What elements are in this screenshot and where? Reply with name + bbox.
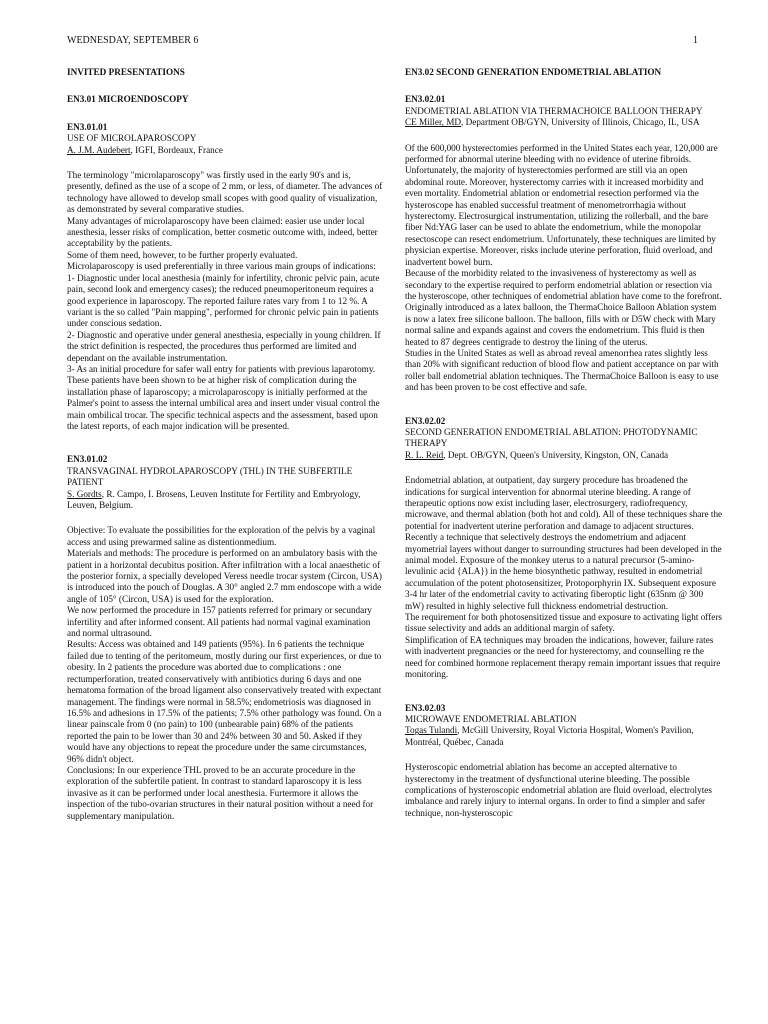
abstract-paragraph: Results: Access was obtained and 149 patients (95%). In 6 patients the technique failed due to tenting of the peritomeum, mostly during our first experiences, or due to obesity. In 2 patients the procedure was aborted due to complications : one rectumperforation, treated conservatively with antibiotics during 6 days and one hematoma formation of the broad ligament also conservatively treated with expectant management. The findings were normal in 58.5%; endometriosis was diagnosed in 16.5% and adhesions in 17.5% of the patients; 7.5% other pathology was found. On a linear painscale from 0 (no pain) to 100 (unbearable pain) 68% of the patients reported the pain to be lower than 30 and 24% between 30 and 50. Asked if they would have any objections to repeat the procedure under the same circumstances, 96% didn't object. [67,639,382,764]
abstract-code: EN3.02.02 [405,415,446,426]
abstract-code: EN3.02.01 [405,94,446,105]
abstract-title: ENDOMETRIAL ABLATION VIA THERMACHOICE BALLOON THERAPY [405,105,703,116]
presenting-author: S. Gordts [67,488,102,499]
header-date: WEDNESDAY, SEPTEMBER 6 [67,35,199,46]
abstract-paragraph: Materials and methods: The procedure is performed on an ambulatory basis with the patient in a horizontal decubitus position. After infiltration with a local anaesthetic of the posterior fornix, a specially developed Veress needle trocar system (Circon, USA) is introduced into the pouch of Douglas. A 30° angled 2.7 mm endoscope with a wide angle of 105° (Circon, USA) is used for the exploration. [67,548,382,604]
abstract-en3-02-01 [405,94,723,393]
abstract-title: USE OF MICROLAPAROSCOPY [67,133,197,144]
abstract-paragraph: 2- Diagnostic and operative under general anesthesia, especially in young children. If the strict definition is respected, the procedures thus performed are limited and dependant on the available instrumentation. [67,329,381,363]
abstract-paragraph: Of the 600,000 hysterectomies performed in the United States each year, 120,000 are performed for abnormal uterine bleeding with no evidence of uterine fibroids. Unfortunately, the majority of hysterectomies performed are still via an open abdominal route. Moreover, hysterectomy carries with it increased morbidity and even mortality. Endometrial ablation or endometrial resection performed via the hysteroscope has enabled successful treatment of menometrorrhagia without hysterectomy. Electrosurgical instrumentation, utilizing the rollerball, and the bare fiber Nd:YAG laser can be used to ablate the endometrium, while the monopolar resectoscope can resect endometrium. Unfortunately, these techniques are limited by physician expertise. Moreover, risks include uterine perforation, fluid overload, and inadvertent bowel burn. [405,142,718,267]
presenting-author: CE Miller, MD [405,117,462,128]
abstract-body [405,762,723,819]
abstract-paragraph: Studies in the United States as well as abroad reveal amenorrhea rates slightly less than 20% with significant reduction of blood flow and patient acceptance on par with roller ball endometrial ablation techniques. The ThermaChoice Balloon is easy to use and has been proven to be cost effective and safe. [405,347,719,393]
abstract-title: MICROWAVE ENDOMETRIAL ABLATION [405,713,577,724]
abstract-authors [67,145,385,156]
abstract-paragraph: 1- Diagnostic under local anesthesia (mainly for infertility, chronic pelvic pain, acute pain, second look and emergency cases); the reduced pneumoperitoneum requires a good experience in laparoscopy. The reported failure rates vary from 1 to 12 %. A variant is the so called "Pain mapping", performed for chronic pelvic pain in patients under conscious sedation. [67,272,380,329]
abstract-authors [67,489,385,512]
abstract-paragraph: Endometrial ablation, at outpatient, day surgery procedure has broadened the indications for surgical intervention for abnormal uterine bleeding. A range of therapeutic options now exist including laser, electrosurgery, radiofrequency, microwave, and thermal ablation (both hot and cold). All of these techniques share the potential for inadvertent uterine perforation and damage to adjacent structures. Recently a technique that selectively destroys the endometrium and adjacent myometrial layers without danger to surrounding structures had been developed in the animal model. Exposure of the monkey uterus to a natural precursor (5-amino-levulinic acid {ALA}) in the heme biosynthetic pathway, resulted in endometrial accumulation of the potent photosensitizer, Protoporphyrin IX. Subsequent exposure 3-4 hr later of the endometrial cavity to activating fiberoptic light (635nm @ 300 mW) resulted in highly selective full thickness endometrial destruction. [405,475,723,611]
abstract-authors [405,450,723,461]
abstract-paragraph: Many advantages of microlaparoscopy have been claimed: easier use under local anesthesia, lesser risks of complication, better cosmetic outcome with, indeed, better acceptability by the patients. [67,215,378,249]
abstract-body [405,475,723,680]
abstract-paragraph: Simplification of EA techniques may broaden the indications, however, failure rates with inadvertent pregnancies or the need for hysterectomy, and counselling re the need for combined hormone replacement therapy remain important issues that require monitoring. [405,634,721,680]
abstract-body [67,525,385,822]
abstract-paragraph: We now performed the procedure in 157 patients referred for primary or secundary infertility and after informed consent. All patients had normal vaginal examination and normal ultrasound. [67,605,372,639]
page-number: 1 [693,35,698,46]
right-column [405,67,723,841]
author-affiliation: , Department OB/GYN, University of Illinois, Chicago, IL, USA [461,117,700,128]
abstract-paragraph: Microlaparoscopy is used preferentially in three various main groups of indications: [67,261,376,272]
abstract-code: EN3.01.02 [67,454,108,465]
abstract-en3-02-03 [405,703,723,820]
presenting-author: R. L. Reid [405,449,444,460]
abstract-en3-01-01 [67,122,385,433]
abstract-paragraph: Objective: To evaluate the possibilities for the exploration of the pelvis by a vaginal access and using prewarmed saline as distentionmedium. [67,525,376,547]
presenting-author: Togas Tulandi [405,725,458,736]
author-affiliation: , R. Campo, I. Brosens, Leuven Institute for Fertility and Embryology, Leuven, Belgium. [67,488,361,510]
abstract-authors [405,725,723,748]
abstract-paragraph: Some of them need, however, to be further properly evaluated. [67,249,298,260]
abstract-code: EN3.01.01 [67,121,108,132]
left-column [67,67,385,844]
abstract-paragraph: The terminology "microlaparoscopy" was firstly used in the early 90's and is, presently, defined as the use of a scope of 2 mm, or less, of diameter. The advances of technology have allowed to develop small scopes with good quality of visualization, as demonstrated by several comparative studies. [67,170,383,215]
section-heading: EN3.02 SECOND GENERATION ENDOMETRIAL ABLATION [405,67,662,77]
abstract-body [67,170,385,432]
abstract-paragraph: 3- As an initial procedure for safer wall entry for patients with previous laparotomy. These patients have been shown to be at higher risk of complication during the installation phase of laparoscopy; a microlaparoscopy is initially performed at the Palmer's point to assess the internal umbilical area and insert under visual control the main ombilical trocar. The specific technical aspects and the assessment, based upon the latest reports, of each major indication will be presented. [67,363,380,431]
author-affiliation: , IGFI, Bordeaux, France [130,144,223,155]
section-heading: INVITED PRESENTATIONS [67,67,185,77]
author-affiliation: , McGill University, Royal Victoria Hospital, Women's Pavilion, Montréal, Québec, Canada [405,725,694,747]
abstract-paragraph: Conclusions: In our experience THL proved to be an accurate procedure in the exploration of the subfertile patient. In contrast to standard laparoscopy it is less invasive as it can be performed under local anesthesia. Furtermore it allows the inspection of the tubo-ovarian structures in their natural position without a need for supplementary manipulation. [67,764,374,821]
author-affiliation: , Dept. OB/GYN, Queen's University, Kingston, ON, Canada [443,449,669,460]
abstract-en3-02-02 [405,416,723,681]
abstract-en3-01-02 [67,454,385,822]
subsection-heading: EN3.01 MICROENDOSCOPY [67,94,189,105]
abstract-authors [405,117,723,128]
abstract-body [405,143,723,394]
abstract-paragraph: Hysteroscopic endometrial ablation has become an accepted alternative to hysterectomy in the treatment of dysfunctional uterine bleeding. The possible complications of hysteroscopic endometrial ablation are fluid overload, electrolytes imbalance and rarely injury to internal organs. In order to find a simpler and safer technique, non-hysteroscopic [405,762,712,818]
abstract-paragraph: The requirement for both photosensitized tissue and exposure to activating light offers tissue selectivity and adds an additional margin of safety. [405,612,722,634]
abstract-title: SECOND GENERATION ENDOMETRIAL ABLATION: PHOTODYNAMIC THERAPY [405,426,698,449]
abstract-paragraph: Because of the morbidity related to the invasiveness of hysterectomy as well as secondary to the expertise required to perform endometrial ablation or resection via the hysteroscope, other techniques of endometrial ablation have come to the forefront. Originally introduced as a latex balloon, the ThermaChoice Balloon Ablation system is now a latex free silicone balloon. The balloon, fills with or D5W check with Mary normal saline and expands against and covers the endometrium. This fluid is then heated to 87 degrees centigrade to destroy the lining of the uterus. [405,268,722,347]
page-header [67,35,698,49]
abstract-title: TRANSVAGINAL HYDROLAPAROSCOPY (THL) IN THE SUBFERTILE PATIENT [67,465,353,488]
abstract-code: EN3.02.03 [405,702,446,713]
presenting-author: A. J.M. Audebert [67,144,131,155]
